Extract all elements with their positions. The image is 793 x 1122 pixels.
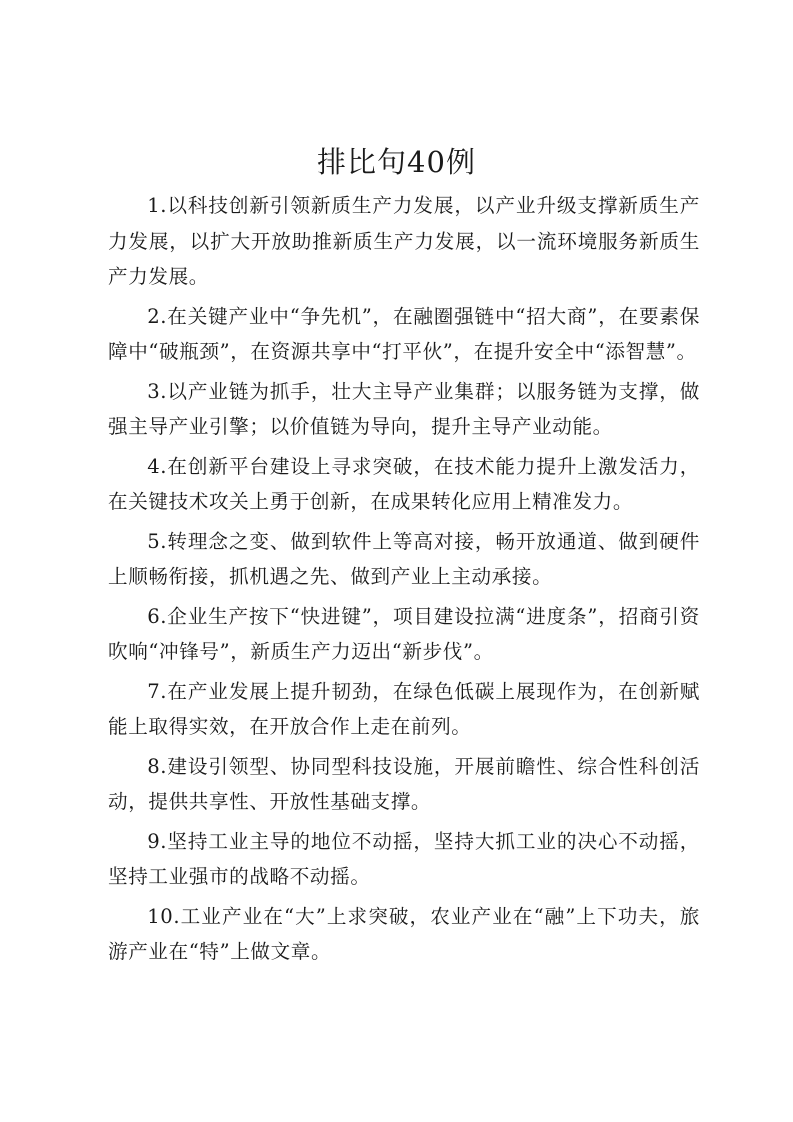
paragraph-2: 2.在关键产业中“争先机”，在融圈强链中“招大商”，在要素保障中“破瓶颈”，在资源共享中“打平伙”，在提升安全中“添智慧”。 — [108, 304, 700, 363]
paragraph-7: 7.在产业发展上提升韧劲，在绿色低碳上展现作为，在创新赋能上取得实效，在开放合作上走在前列。 — [108, 679, 700, 738]
document-body — [108, 188, 700, 974]
paragraph-8: 8.建设引领型、协同型科技设施，开展前瞻性、综合性科创活动，提供共享性、开放性基础支撑。 — [108, 754, 700, 813]
document-title: 排比句40例 — [317, 145, 476, 179]
paragraph-3: 3.以产业链为抓手，壮大主导产业集群；以服务链为支撑，做强主导产业引擎；以价值链为导向，提升主导产业动能。 — [108, 379, 700, 438]
paragraph-5: 5.转理念之变、做到软件上等高对接，畅开放通道、做到硬件上顺畅衔接，抓机遇之先、做到产业上主动承接。 — [108, 529, 700, 588]
paragraph-6: 6.企业生产按下“快进键”，项目建设拉满“进度条”，招商引资吹响“冲锋号”，新质生产力迈出“新步伐”。 — [108, 604, 700, 663]
paragraph-9: 9.坚持工业主导的地位不动摇，坚持大抓工业的决心不动摇，坚持工业强市的战略不动摇。 — [108, 829, 700, 888]
paragraph-1: 1.以科技创新引领新质生产力发展，以产业升级支撑新质生产力发展，以扩大开放助推新质生产力发展，以一流环境服务新质生产力发展。 — [108, 194, 700, 288]
paragraph-10: 10.工业产业在“大”上求突破，农业产业在“融”上下功夫，旅游产业在“特”上做文章。 — [108, 904, 700, 963]
paragraph-4: 4.在创新平台建设上寻求突破，在技术能力提升上激发活力，在关键技术攻关上勇于创新，在成果转化应用上精准发力。 — [108, 454, 700, 513]
